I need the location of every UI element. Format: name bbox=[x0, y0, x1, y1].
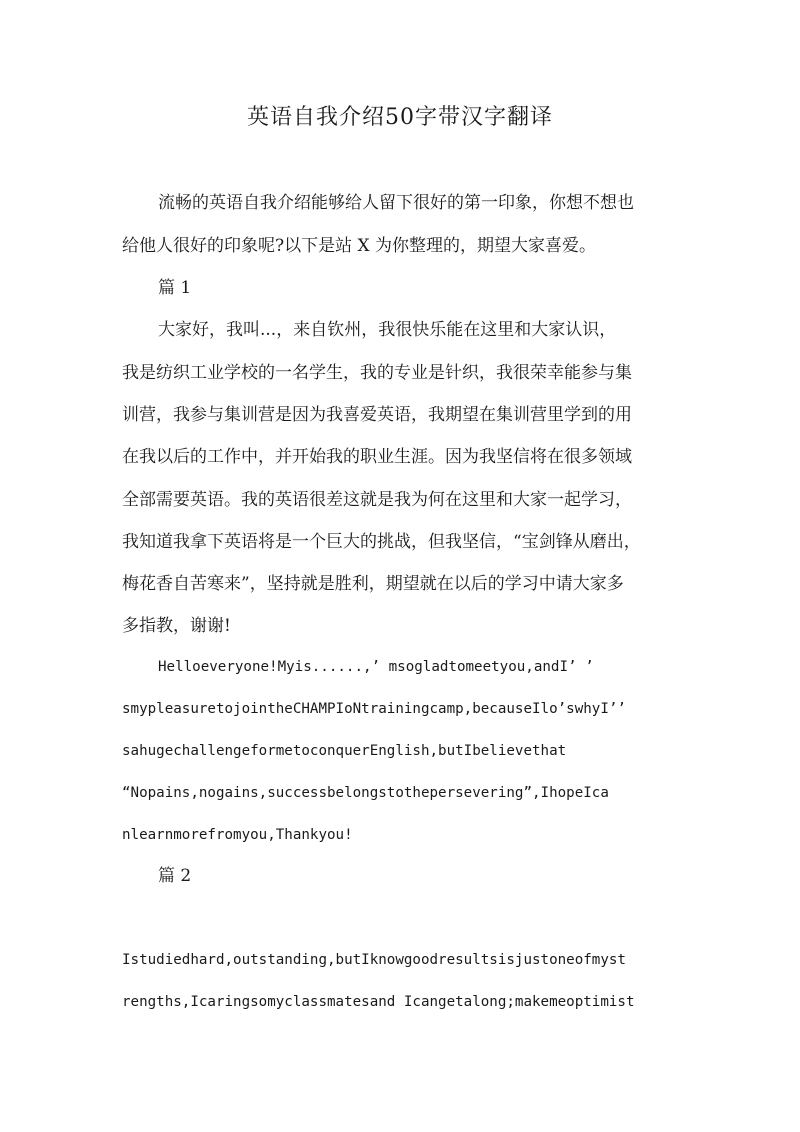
chinese-paragraph-line-7: 梅花香自苦寒来”，坚持就是胜利，期望就在以后的学习中请大家多 bbox=[122, 574, 624, 594]
document-title: 英语自我介绍50字带汉字翻译 bbox=[247, 105, 553, 130]
english-paragraph-line-2: smypleasuretojointheCHAMPIoNtrainingcamp,becauseIlo’swhyI’’ bbox=[122, 701, 626, 717]
chinese-paragraph-line-5: 全部需要英语。我的英语很差这就是我为何在这里和大家一起学习， bbox=[122, 490, 632, 510]
intro-line-1: 流畅的英语自我介绍能够给人留下很好的第一印象，你想不想也 bbox=[158, 193, 634, 213]
english-paragraph-2-line-1: Istudiedhard,outstanding,butIknowgoodresultsisjustoneofmyst bbox=[122, 952, 626, 968]
english-paragraph-line-5: nlearnmorefromyou,Thankyou! bbox=[122, 827, 353, 843]
intro-line-2: 给他人很好的印象呢?以下是站 X 为你整理的，期望大家喜爱。 bbox=[122, 236, 597, 256]
chinese-paragraph-line-8: 多指教，谢谢! bbox=[122, 616, 231, 636]
chinese-paragraph-line-3: 训营，我参与集训营是因为我喜爱英语，我期望在集训营里学到的用 bbox=[122, 405, 632, 425]
chinese-paragraph-line-2: 我是纺织工业学校的一名学生，我的专业是针织，我很荣幸能参与集 bbox=[122, 363, 632, 383]
section-heading-2: 篇 2 bbox=[158, 866, 192, 886]
english-paragraph-line-4: “Nopains,nogains,successbelongstothepersevering”,IhopeIca bbox=[122, 785, 609, 801]
chinese-paragraph-line-1: 大家好，我叫...，来自钦州，我很快乐能在这里和大家认识， bbox=[158, 320, 617, 340]
section-heading-1: 篇 1 bbox=[158, 278, 192, 298]
chinese-paragraph-line-4: 在我以后的工作中，并开始我的职业生涯。因为我坚信将在很多领域 bbox=[122, 447, 632, 467]
chinese-paragraph-line-6: 我知道我拿下英语将是一个巨大的挑战，但我坚信，“宝剑锋从磨出， bbox=[122, 532, 641, 552]
english-paragraph-line-1: Helloeveryone!Myis......,’ msogladtomeetyou,andI’ ’ bbox=[158, 659, 594, 675]
english-paragraph-2-line-2: rengths,Icaringsomyclassmatesand Icangetalong;makemeoptimist bbox=[122, 994, 635, 1010]
english-paragraph-line-3: sahugechallengeformetoconquerEnglish,butIbelievethat bbox=[122, 743, 567, 759]
